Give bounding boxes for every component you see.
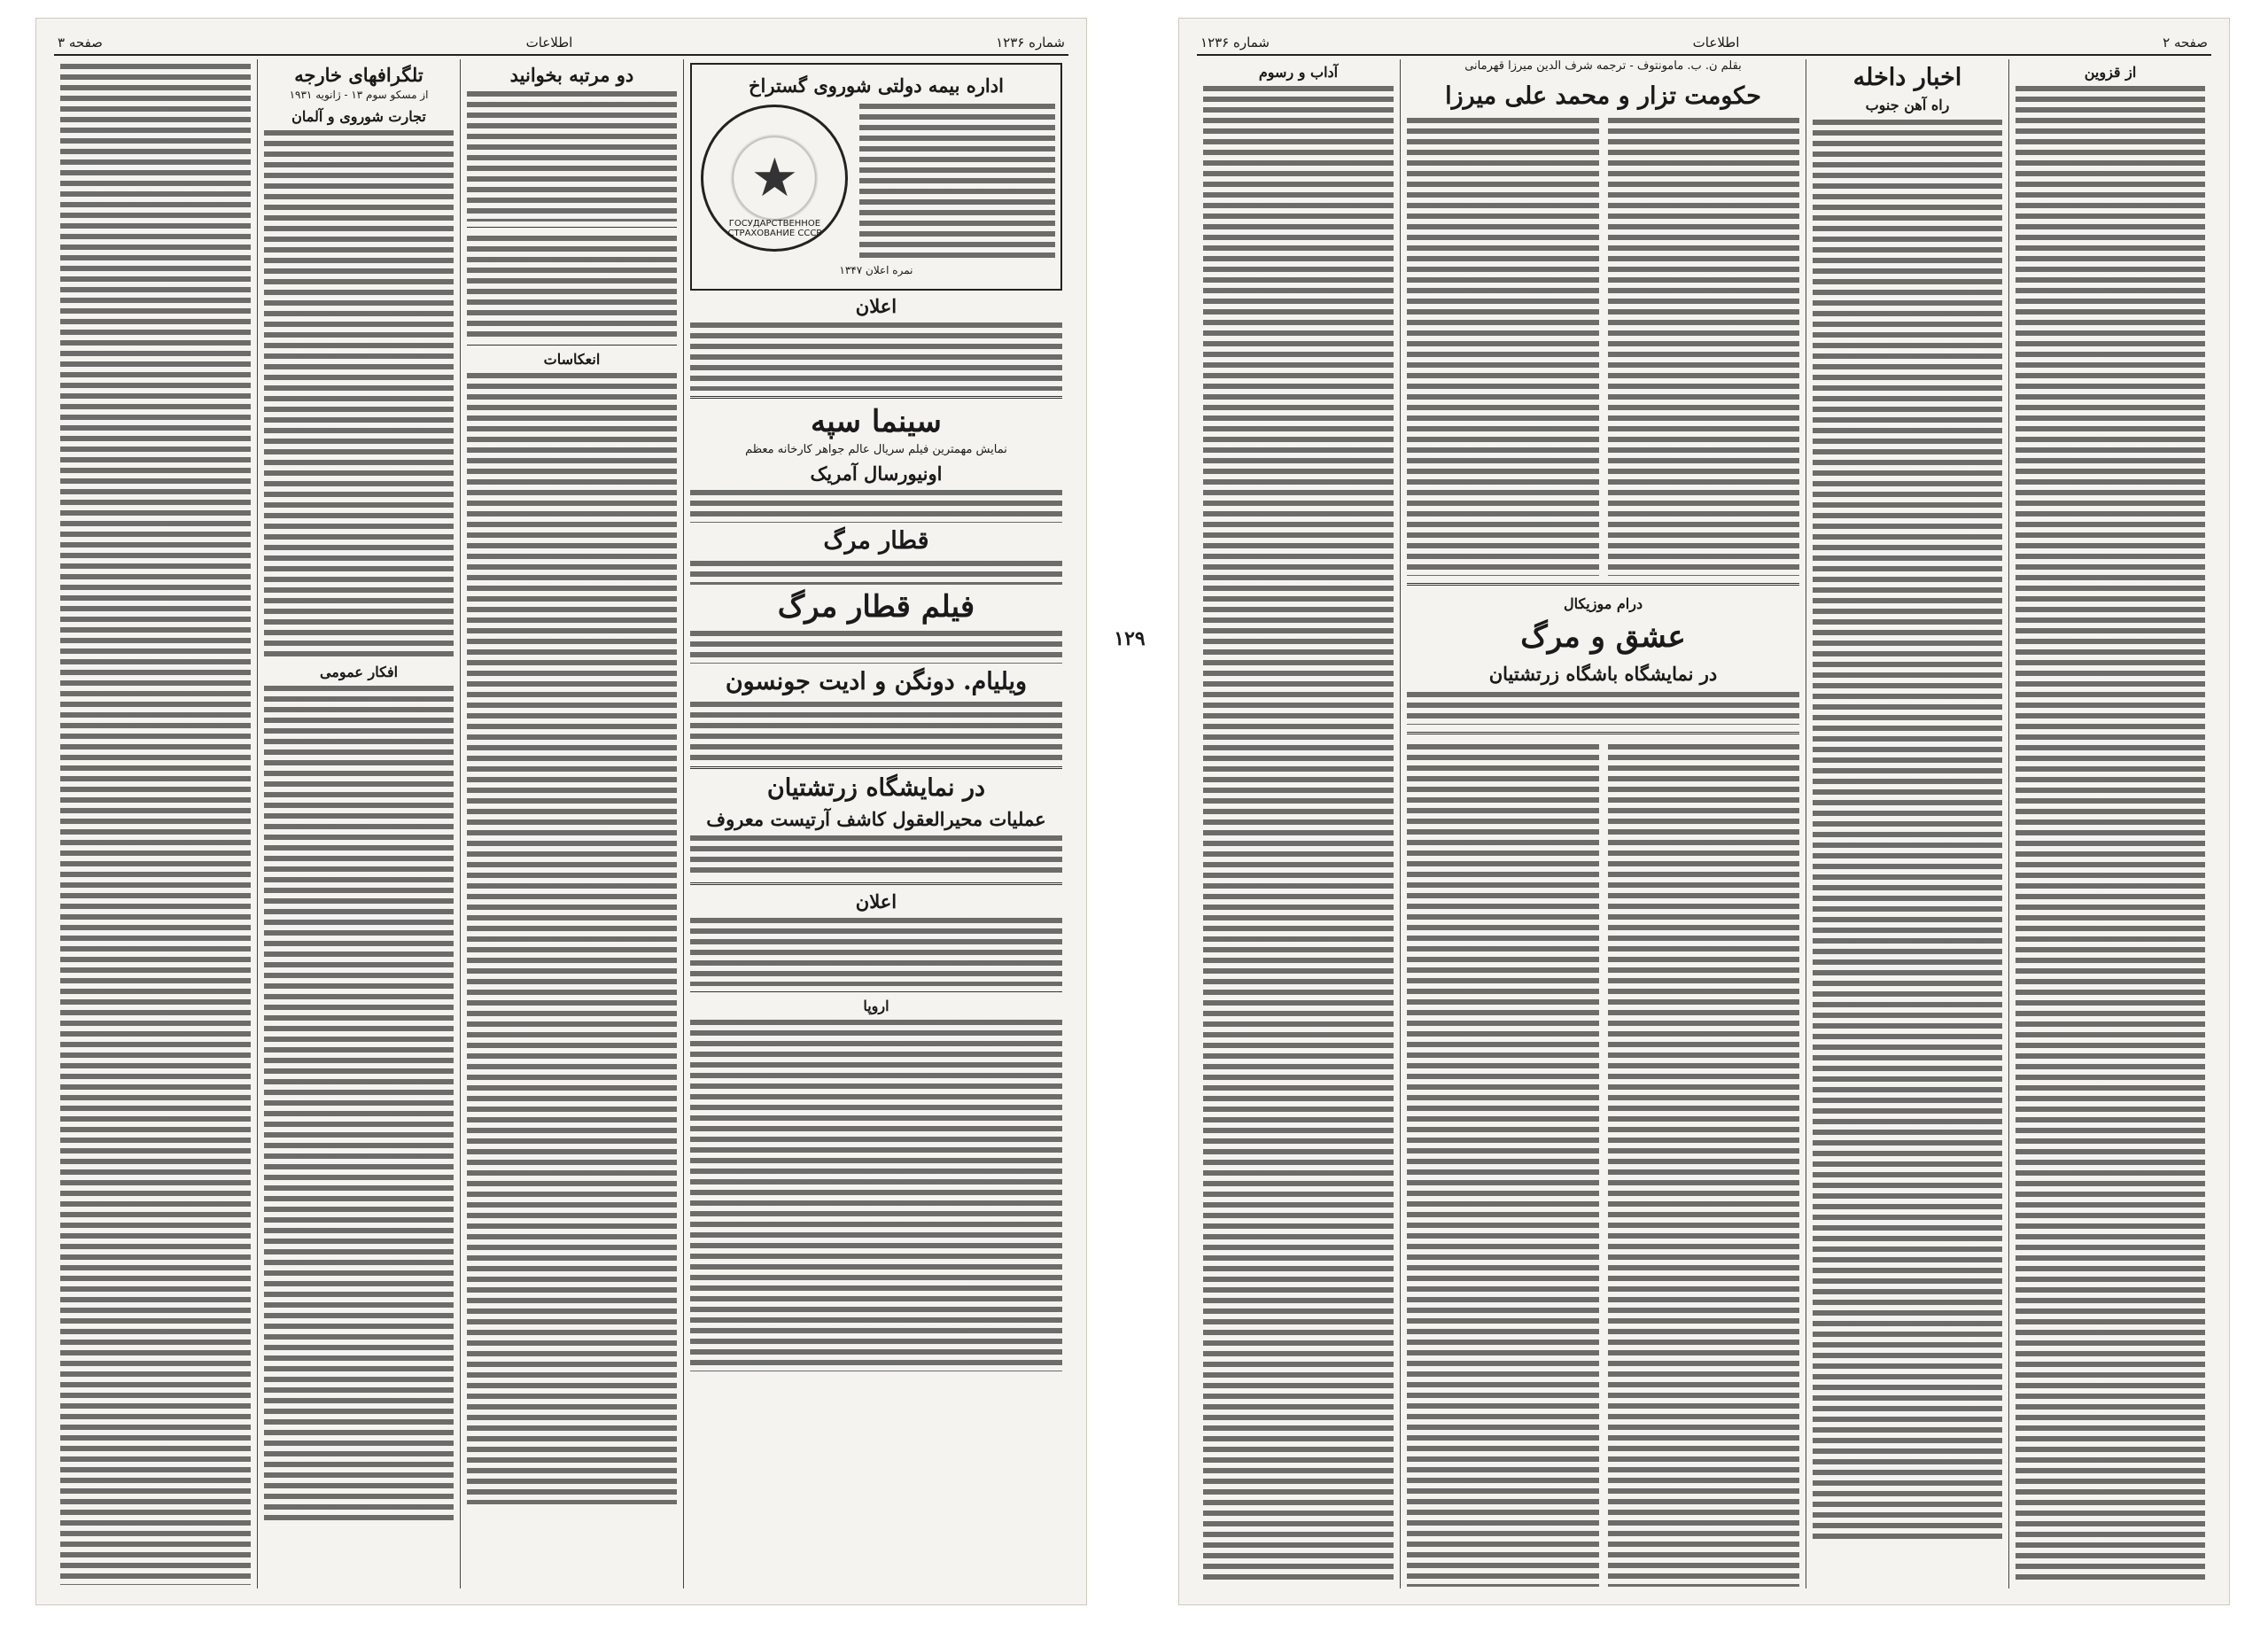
domestic-body <box>1813 117 2002 1543</box>
article-body-2 <box>1407 115 1599 576</box>
cinema-title: سینما سپه <box>811 403 942 439</box>
feature-columns <box>1400 59 1806 1588</box>
telegrams-title: تلگرافهای خارجه <box>294 64 423 86</box>
column4-body <box>60 61 251 1585</box>
drama-type: درام موزیکال <box>1563 595 1643 613</box>
last-column-body <box>1203 83 1394 1581</box>
lower-body-1 <box>1608 742 1800 1587</box>
drama-subtitle: در نمایشگاه باشگاه زرتشتیان <box>1488 663 1718 686</box>
newspaper-page-right <box>1178 18 2230 1605</box>
insurance-ad <box>690 63 1062 291</box>
lower-body-2 <box>1407 742 1599 1587</box>
cinema-film-full: فیلم قطار مرگ <box>777 589 975 625</box>
cinema-line: نمایش مهمترین فیلم سریال عالم جواهر کارخانه معظم <box>745 442 1007 456</box>
read-twice-body <box>467 89 677 221</box>
domestic-heading: اخبار داخله <box>1852 64 1962 91</box>
telegrams-body-2 <box>264 683 454 1525</box>
ad-column <box>683 59 1068 1588</box>
exhibition-subtitle: عملیات محیرالعقول کاشف آرتیست معروف <box>706 807 1046 830</box>
notice-second-body <box>690 915 1062 986</box>
qazvin-column <box>2008 59 2211 1588</box>
cinema-film: قطار مرگ <box>823 526 929 555</box>
cinema-body-4 <box>690 699 1062 761</box>
telegrams-dateline: از مسکو سوم ۱۳ - ژانویه ۱۹۳۱ <box>289 89 429 102</box>
drama-title: عشق و مرگ <box>1520 619 1686 656</box>
news-column-2 <box>460 59 683 1588</box>
europe-heading: اروپا <box>863 998 889 1015</box>
telegrams-sub1: تجارت شوروی و آلمان <box>291 107 426 125</box>
last-column <box>1197 59 1400 1588</box>
header-masthead: اطلاعات <box>525 35 573 50</box>
exhibition-body <box>690 833 1062 877</box>
reflections-heading: انعکاسات <box>543 351 601 369</box>
railway-heading: راه آهن جنوب <box>1865 97 1950 114</box>
article-body-1 <box>1608 115 1800 576</box>
news-column-4 <box>54 59 257 1588</box>
drama-body <box>1407 689 1799 725</box>
insurance-body <box>859 101 1055 260</box>
article-author: بقلم ن. ب. مامونتوف - ترجمه شرف الدین میرزا قهرمانی <box>1464 59 1742 73</box>
read-twice-heading: دو مرتبه بخوانید <box>509 64 634 86</box>
europe-body <box>690 1017 1062 1371</box>
insurance-ad-number: نمره اعلان ۱۳۴۷ <box>839 264 913 277</box>
star-icon: ★ <box>750 147 799 210</box>
cinema-actors: ویلیام. دونگن و ادیت جونسون <box>725 668 1028 696</box>
telegrams-body-1 <box>264 128 454 659</box>
domestic-column <box>1806 59 2008 1588</box>
page-number: ۱۲۹ <box>1114 627 1146 650</box>
cinema-body-2 <box>690 558 1062 585</box>
qazvin-body <box>2016 83 2205 1581</box>
column2-body-2 <box>467 370 677 1504</box>
qazvin-heading: از قزوین <box>2084 64 2137 81</box>
insurance-title: اداره بیمه دولتی شوروی گستراخ <box>748 74 1004 97</box>
emblem-text: ГОСУДАРСТВЕННОЕ СТРАХОВАНИЕ СССР <box>727 219 822 239</box>
ad-notice-body <box>690 320 1062 391</box>
page-header-right <box>1197 31 2211 56</box>
telegram-column <box>257 59 460 1588</box>
cinema-body-1 <box>690 487 1062 523</box>
insurance-emblem <box>701 105 848 252</box>
header-page: صفحه ۲ <box>2163 35 2208 50</box>
header-number: شماره ۱۲۳۶ <box>1200 35 1270 50</box>
header-page: صفحه ۳ <box>58 35 103 50</box>
cinema-body-3 <box>690 628 1062 664</box>
exhibition-title: در نمایشگاه زرتشتیان <box>766 774 986 803</box>
telegrams-sub2: افکار عمومی <box>319 663 399 680</box>
last-column-heading: آداب و رسوم <box>1258 64 1339 81</box>
cinema-company: اونیورسال آمریک <box>810 462 943 485</box>
header-masthead: اطلاعات <box>1692 35 1740 50</box>
column2-body-1 <box>467 233 677 339</box>
page-header-left <box>54 31 1068 56</box>
article-title: حکومت تزار و محمد علی میرزا <box>1445 82 1761 110</box>
header-number: شماره ۱۲۳۶ <box>996 35 1065 50</box>
newspaper-page-left <box>35 18 1087 1605</box>
ad-notice-heading: اعلان <box>855 294 897 317</box>
notice-second-heading: اعلان <box>855 890 897 913</box>
